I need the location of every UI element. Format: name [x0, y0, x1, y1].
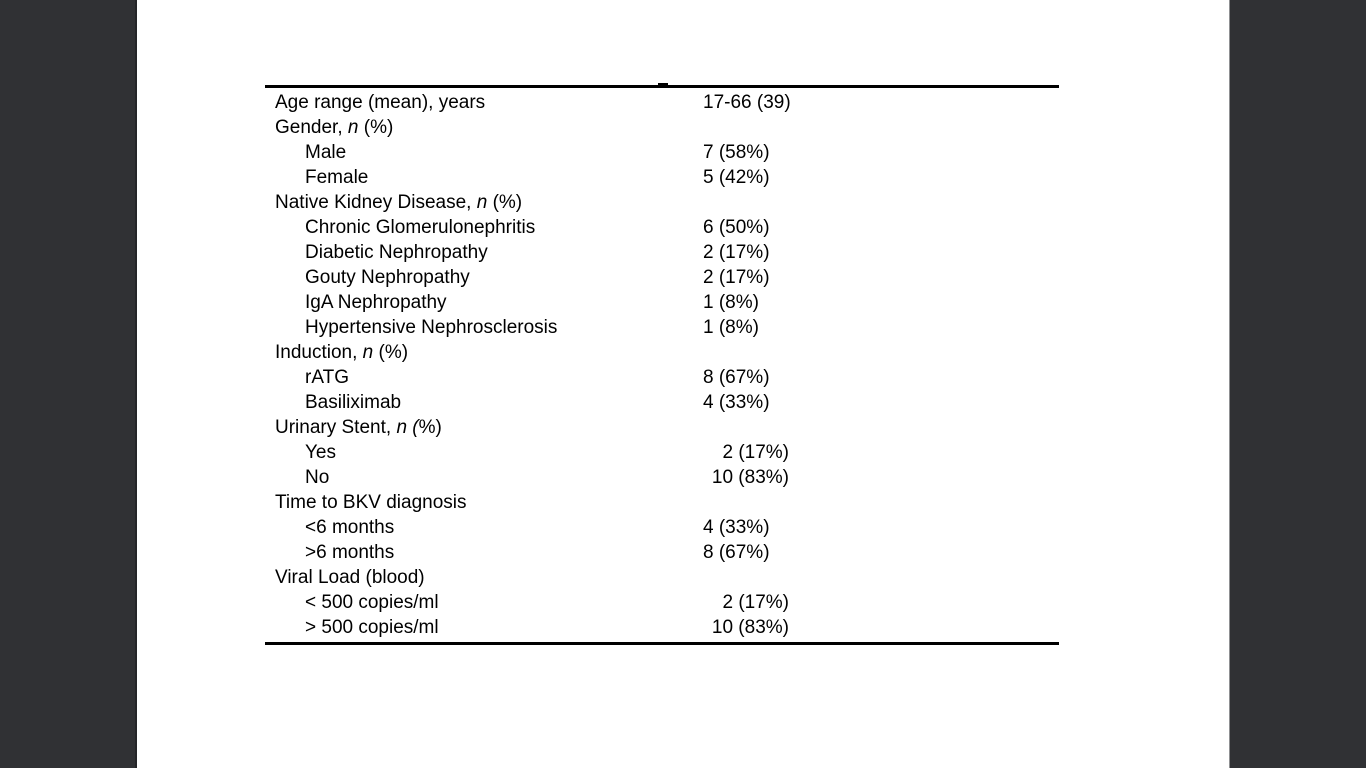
row-label: Age range (mean), years	[275, 92, 486, 113]
table-row	[265, 415, 1059, 440]
row-value: 1 (8%)	[703, 292, 759, 313]
row-value: 4 (33%)	[703, 392, 770, 413]
row-label: Yes	[305, 442, 336, 463]
table-row	[265, 465, 1059, 490]
row-value: 2 (17%)	[703, 267, 770, 288]
row-label-italic-n: n (	[396, 417, 419, 438]
table-row	[265, 315, 1059, 340]
row-label-italic-n: n	[476, 192, 488, 213]
row-value: 8 (67%)	[703, 367, 770, 388]
table-row	[265, 490, 1059, 515]
row-label: Chronic Glomerulonephritis	[305, 217, 536, 238]
table-row	[265, 365, 1059, 390]
table-body	[265, 90, 1059, 640]
row-value: 5 (42%)	[703, 167, 770, 188]
table-row	[265, 340, 1059, 365]
row-label: Female	[305, 167, 369, 188]
table-row	[265, 240, 1059, 265]
row-label: Gouty Nephropathy	[305, 267, 470, 288]
table-row	[265, 290, 1059, 315]
row-label: < 500 copies/ml	[305, 592, 439, 613]
row-value: 2 (17%)	[722, 442, 789, 463]
row-label: rATG	[305, 367, 349, 388]
pdf-page	[137, 0, 1229, 768]
row-value: 8 (67%)	[703, 542, 770, 563]
row-label: > 500 copies/ml	[305, 617, 439, 638]
table-row	[265, 115, 1059, 140]
row-value: 1 (8%)	[703, 317, 759, 338]
row-label: Time to BKV diagnosis	[275, 492, 467, 513]
row-value: 6 (50%)	[703, 217, 770, 238]
row-value: 2 (17%)	[703, 242, 770, 263]
table-row	[265, 540, 1059, 565]
table-row	[265, 265, 1059, 290]
table-row	[265, 90, 1059, 115]
patient-characteristics-table	[265, 85, 1059, 645]
column-divider-tick	[658, 83, 668, 86]
row-value: 7 (58%)	[703, 142, 770, 163]
row-value: 2 (17%)	[722, 592, 789, 613]
row-label: Hypertensive Nephrosclerosis	[305, 317, 558, 338]
row-label: <6 months	[305, 517, 395, 538]
table-row	[265, 590, 1059, 615]
row-label: >6 months	[305, 542, 395, 563]
row-label-italic-n: n	[362, 342, 374, 363]
row-value: 10 (83%)	[711, 467, 789, 488]
row-label: Viral Load (blood)	[275, 567, 425, 588]
table-row	[265, 165, 1059, 190]
table-row	[265, 615, 1059, 640]
row-label: Basiliximab	[305, 392, 402, 413]
row-label: Male	[305, 142, 347, 163]
row-label-italic-n: n	[347, 117, 359, 138]
table-row	[265, 190, 1059, 215]
table-row	[265, 515, 1059, 540]
row-label: Diabetic Nephropathy	[305, 242, 488, 263]
row-label: Gender, n (%)	[275, 117, 394, 138]
table-row	[265, 440, 1059, 465]
row-label: No	[305, 467, 330, 488]
table-row	[265, 140, 1059, 165]
table-row	[265, 565, 1059, 590]
table-row	[265, 215, 1059, 240]
row-value: 10 (83%)	[711, 617, 789, 638]
row-label: Induction, n (%)	[275, 342, 409, 363]
row-label: IgA Nephropathy	[305, 292, 447, 313]
row-label: Native Kidney Disease, n (%)	[275, 192, 523, 213]
row-value: 17-66 (39)	[703, 92, 791, 113]
table-row	[265, 390, 1059, 415]
row-label: Urinary Stent, n (%)	[275, 417, 442, 438]
row-value: 4 (33%)	[703, 517, 770, 538]
